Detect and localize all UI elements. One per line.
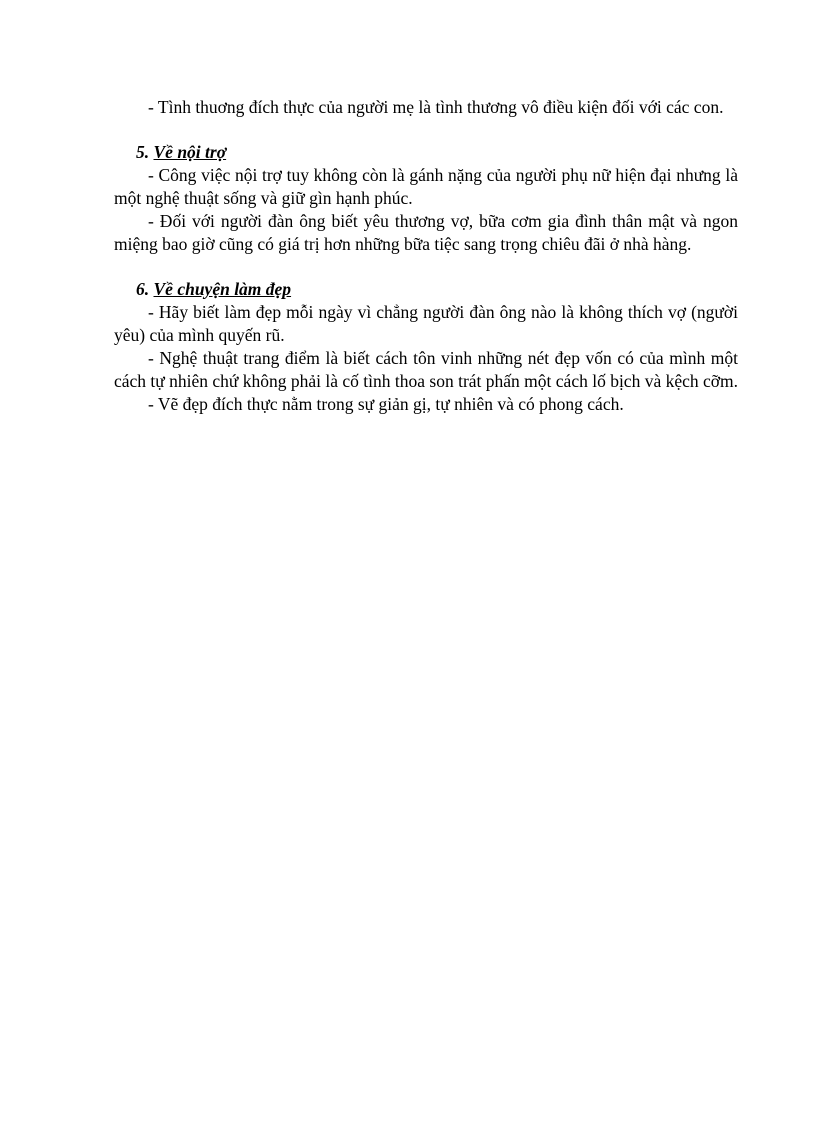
document-body xyxy=(114,96,738,416)
section-paragraph: - Nghệ thuật trang điểm là biết cách tôn vinh những nét đẹp vốn có của mình một cách tự nhiên chứ không phải là cố tình thoa son trát phấn một cách lố bịch và kệch cỡm. xyxy=(114,348,739,391)
section-number: 6. xyxy=(136,279,150,299)
intro-paragraph: - Tình thuơng đích thực của người mẹ là tình thương vô điều kiện đối với các con. xyxy=(148,97,724,117)
section-lam-dep xyxy=(114,278,738,416)
section-number: 5. xyxy=(136,142,150,162)
section-heading xyxy=(114,278,738,301)
section-paragraph: - Hãy biết làm đẹp mỗi ngày vì chẳng người đàn ông nào là không thích vợ (người yêu) của mình quyến rũ. xyxy=(114,302,738,345)
section-heading xyxy=(114,141,738,164)
section-noi-tro xyxy=(114,141,738,256)
section-paragraph: - Vẽ đẹp đích thực nằm trong sự giản gị, tự nhiên và có phong cách. xyxy=(148,394,624,414)
section-paragraph: - Công việc nội trợ tuy không còn là gánh nặng của người phụ nữ hiện đại nhưng là một nghệ thuật sống và giữ gìn hạnh phúc. xyxy=(114,165,738,208)
section-paragraph: - Đối với người đàn ông biết yêu thương vợ, bữa cơm gia đình thân mật và ngon miệng bao giờ cũng có giá trị hơn những bữa tiệc sang trọng chiêu đãi ở nhà hàng. xyxy=(114,211,738,254)
section-title: Về nội trợ xyxy=(153,142,227,162)
section-title: Về chuyện làm đẹp xyxy=(153,279,292,299)
